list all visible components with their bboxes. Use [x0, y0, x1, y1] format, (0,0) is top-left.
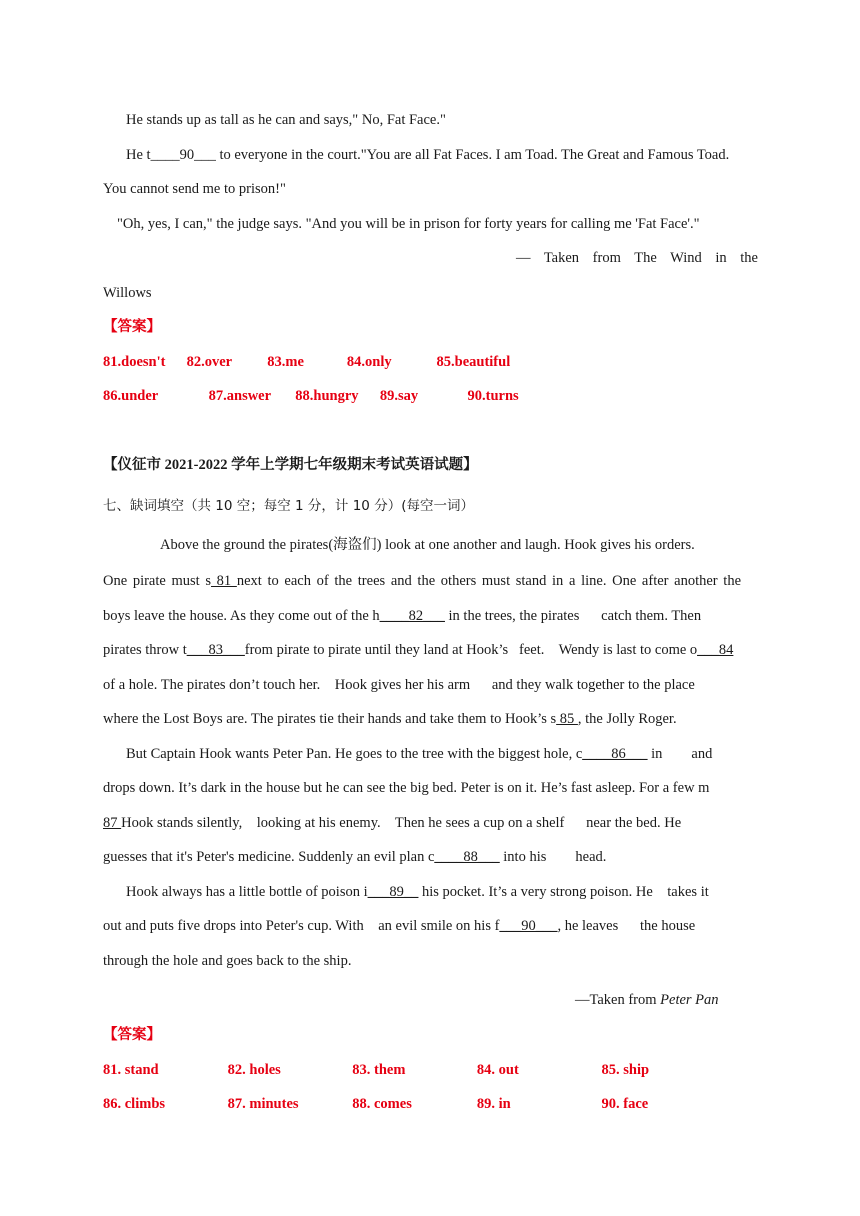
section-title: 【仪征市 2021-2022 学年上学期七年级期末考试英语试题】 — [103, 457, 478, 473]
passage2-line: where the Lost Boys are. The pirates tie their hands and take them to Hook’s s 85 , the Jolly Roger. — [103, 711, 677, 727]
passage2-line: out and puts five drops into Peter's cup. With an evil smile on his f___90___, he leaves the house — [103, 918, 696, 934]
answer-item: 81.doesn't — [103, 354, 166, 370]
blank-86: ____86___ — [582, 746, 648, 762]
answer-row — [103, 386, 758, 406]
answer-item: 82. holes — [227, 1062, 281, 1078]
passage2-line: drops down. It’s dark in the house but he can see the big bed. Peter is on it. He’s fast asleep. For a few m — [103, 780, 710, 796]
answer-item: 90. face — [601, 1096, 649, 1112]
passage1-source: — Taken from The Wind in the — [515, 250, 758, 266]
blank-88: ____88___ — [434, 849, 500, 865]
answer-row — [103, 1094, 758, 1114]
answer-item: 89. in — [476, 1096, 511, 1112]
passage2-line: of a hole. The pirates don’t touch her. Hook gives her his arm and they walk together to the place — [103, 677, 695, 693]
answer-item: 90.turns — [467, 388, 519, 404]
blank-87: 87 — [103, 815, 122, 831]
answer-item: 89.say — [379, 388, 419, 404]
passage1-line: "Oh, yes, I can," the judge says. "And you will be in prison for forty years for calling me 'Fat Face'." — [117, 216, 700, 232]
passage1-source: Willows — [103, 285, 152, 301]
answer-item: 83. them — [352, 1062, 406, 1078]
answer-item: 87.answer — [208, 388, 272, 404]
passage2-line: guesses that it's Peter's medicine. Suddenly an evil plan c____88___ into his head. — [103, 849, 607, 865]
answer-item: 84. out — [476, 1062, 519, 1078]
passage2-line: Above the ground the pirates(海盗们) look at one another and laugh. Hook gives his orders. — [160, 537, 695, 553]
answer-item: 82.over — [186, 354, 233, 370]
answer-item: 88. comes — [352, 1096, 412, 1112]
answer-label: 【答案】 — [103, 319, 161, 335]
answer-item: 87. minutes — [227, 1096, 299, 1112]
blank-83: ___83___ — [186, 642, 245, 658]
answer-row — [103, 352, 758, 372]
passage2-line: But Captain Hook wants Peter Pan. He goes to the tree with the biggest hole, c____86___ in and — [126, 746, 713, 762]
section-instruction: 七、缺词填空（共 10 空；每空 1 分，计 10 分）(每空一词） — [103, 498, 474, 514]
answer-item: 84.only — [346, 354, 392, 370]
answer-item: 86.under — [103, 388, 159, 404]
answer-label: 【答案】 — [103, 1027, 161, 1043]
answer-item: 83.me — [267, 354, 304, 370]
passage1-line: He t____90___ to everyone in the court."You are all Fat Faces. I am Toad. The Great and Famous Toad. — [126, 147, 730, 163]
blank-82: ____82___ — [379, 608, 445, 624]
answer-item: 81. stand — [103, 1062, 159, 1078]
blank-89: ___89__ — [367, 884, 419, 900]
answer-item: 88.hungry — [295, 388, 359, 404]
answer-item: 86. climbs — [103, 1096, 166, 1112]
blank-90: ___90___ — [499, 918, 558, 934]
passage1-line: He stands up as tall as he can and says," No, Fat Face." — [126, 112, 446, 128]
blank-81: 81 — [211, 573, 237, 589]
blank-85: 85 — [556, 711, 578, 727]
passage2-line: One pirate must s 81 next to each of the trees and the others must stand in a line. One after another the — [103, 573, 742, 589]
answer-item: 85. ship — [601, 1062, 650, 1078]
blank-84: ___84 — [697, 642, 734, 658]
passage2-line: 87 Hook stands silently, looking at his enemy. Then he sees a cup on a shelf near the bed. He — [103, 815, 682, 831]
passage2-line: boys leave the house. As they come out of the h____82___ in the trees, the pirates catch them. Then — [103, 608, 702, 624]
answer-item: 85.beautiful — [436, 354, 511, 370]
passage2-line: pirates throw t___83___from pirate to pirate until they land at Hook’s feet. Wendy is last to come o___84 — [103, 642, 734, 658]
passage1-line: You cannot send me to prison!" — [103, 181, 286, 197]
passage2-source: —Taken from Peter Pan — [575, 992, 719, 1008]
answer-row — [103, 1060, 758, 1080]
passage2-line: through the hole and goes back to the ship. — [103, 953, 352, 969]
passage2-line: Hook always has a little bottle of poison i___89__ his pocket. It’s a very strong poison. He takes it — [126, 884, 709, 900]
